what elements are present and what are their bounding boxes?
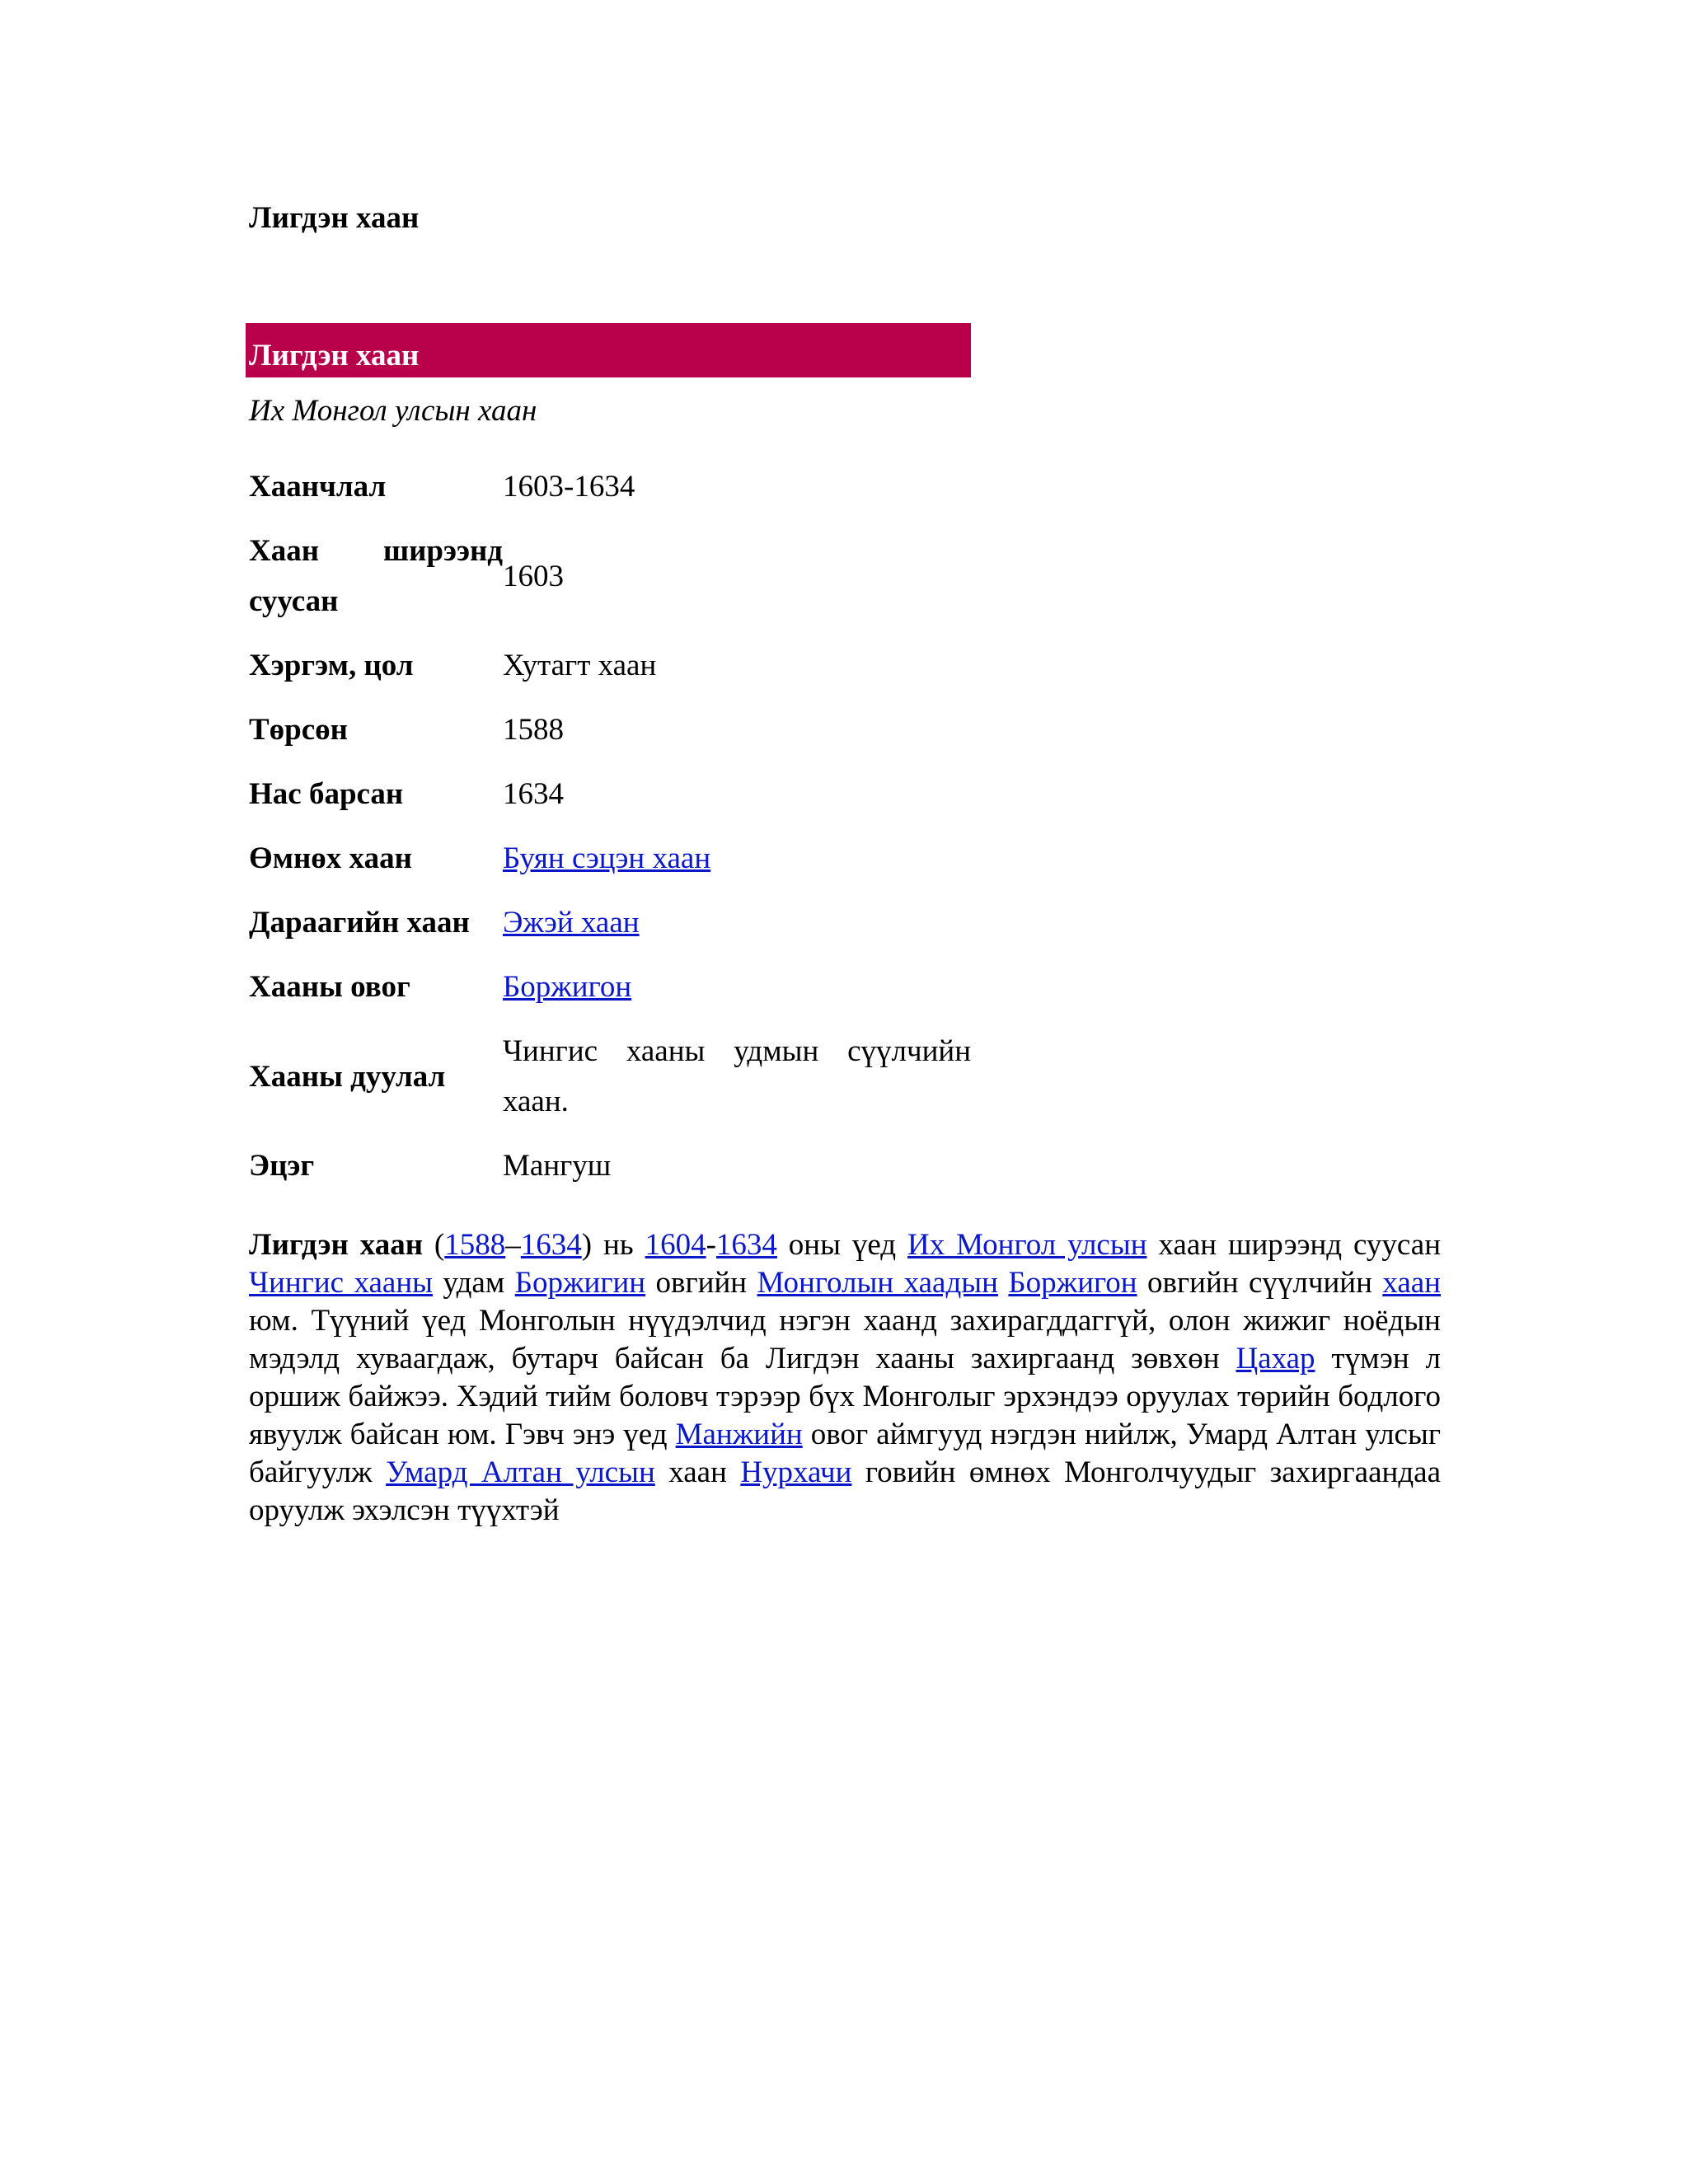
- subject-name: Лигдэн хаан: [249, 1228, 424, 1262]
- text: удам: [433, 1266, 515, 1300]
- infobox-row-born: [249, 698, 971, 762]
- dynasty-link[interactable]: Боржигон: [503, 970, 632, 1004]
- infobox-row-reign: [249, 455, 971, 519]
- link-chahar[interactable]: Цахар: [1236, 1342, 1315, 1376]
- infobox-label: Хаанчлал: [249, 470, 387, 504]
- link-1588[interactable]: 1588: [444, 1228, 506, 1262]
- infobox-label: Дараагийн хаан: [249, 906, 470, 940]
- text: оны үед: [776, 1228, 908, 1262]
- infobox-row-successor: [249, 891, 971, 955]
- infobox-header: Лигдэн хаан: [246, 323, 971, 377]
- text: юм. Түүний үед Монголын нүүдэлчид нэгэн хаанд захирагддаггүй, олон жижиг ноёдын мэдэлд хуваагдаж, бутарч байсан ба Лигдэн хааны захиргаанд зөвхөн: [249, 1304, 1441, 1376]
- text: [998, 1266, 1008, 1300]
- link-1634-reign[interactable]: 1634: [715, 1228, 777, 1262]
- text: хаан: [654, 1455, 741, 1489]
- link-nurhaci[interactable]: Нурхачи: [740, 1455, 852, 1489]
- infobox-table: [249, 455, 971, 1198]
- infobox-subtitle: Их Монгол улсын хаан: [249, 394, 537, 428]
- infobox-value: 1634: [503, 777, 564, 811]
- text: хаан ширээнд суусан: [1146, 1228, 1442, 1262]
- infobox-label: Нас барсан: [249, 777, 404, 811]
- infobox-value: Хутагт хаан: [503, 649, 657, 682]
- infobox-label: Хаан ширээнд суусан: [249, 534, 503, 618]
- link-borjigin[interactable]: Боржигин: [514, 1266, 646, 1300]
- link-borjigon[interactable]: Боржигон: [1008, 1266, 1137, 1300]
- infobox-label: Хааны овог: [249, 970, 410, 1004]
- link-later-jin[interactable]: Умард Алтан улсын: [386, 1455, 655, 1489]
- infobox-row-dynasty: [249, 955, 971, 1019]
- infobox-row-title: [249, 634, 971, 698]
- infobox: [246, 323, 971, 1198]
- text: овгийн: [645, 1266, 757, 1300]
- infobox-label: Хааны дуулал: [249, 1059, 446, 1094]
- link-manchu[interactable]: Манжийн: [675, 1418, 803, 1451]
- infobox-label: Өмнөх хаан: [249, 841, 412, 875]
- infobox-value: Чингис хааны удмын сүүлчийн хаан.: [503, 1034, 971, 1118]
- link-mongol-khans[interactable]: Монголын хаадын: [757, 1266, 998, 1300]
- text: түмэн л оршиж байжээ. Хэдий тийм боловч тэрээр бүх Монголыг эрхэндээ оруулах төрийн бодлого явуулж байсан юм. Гэвч энэ үед: [249, 1342, 1441, 1451]
- infobox-row-father: [249, 1134, 971, 1198]
- text: -: [706, 1228, 716, 1262]
- infobox-label: Эцэг: [249, 1149, 315, 1183]
- successor-link[interactable]: Эжэй хаан: [503, 906, 640, 940]
- infobox-row-died: [249, 762, 971, 827]
- predecessor-link[interactable]: Буян сэцэн хаан: [503, 841, 711, 875]
- link-great-mongol-state[interactable]: Их Монгол улсын: [907, 1228, 1147, 1262]
- text: –: [505, 1228, 521, 1262]
- infobox-value: 1588: [503, 713, 564, 747]
- infobox-label: Төрсөн: [249, 713, 348, 747]
- link-chinggis-khan[interactable]: Чингис хааны: [249, 1266, 433, 1300]
- infobox-row-anthem: [249, 1019, 971, 1134]
- text: ) нь: [581, 1228, 645, 1262]
- text: овгийн сүүлчийн: [1137, 1266, 1383, 1300]
- text: говийн өмнөх Монголчуудыг захиргаандаа оруулж эхэлсэн түүхтэй: [249, 1455, 1441, 1527]
- infobox-label: Хэргэм, цол: [249, 649, 414, 682]
- infobox-value: Мангуш: [503, 1149, 612, 1183]
- text: (: [423, 1228, 445, 1262]
- link-khan[interactable]: хаан: [1382, 1266, 1441, 1300]
- link-1604[interactable]: 1604: [645, 1228, 706, 1262]
- infobox-row-predecessor: [249, 827, 971, 891]
- infobox-row-enthroned: [249, 519, 971, 634]
- infobox-value: 1603: [503, 559, 564, 593]
- body-paragraph: [249, 1226, 1441, 1530]
- infobox-value: 1603-1634: [503, 470, 635, 504]
- document-title: Лигдэн хаан: [249, 201, 420, 235]
- text: овог аймгууд нэгдэн нийлж, Умард Алтан улсыг байгуулж: [249, 1418, 1442, 1489]
- link-1634[interactable]: 1634: [520, 1228, 582, 1262]
